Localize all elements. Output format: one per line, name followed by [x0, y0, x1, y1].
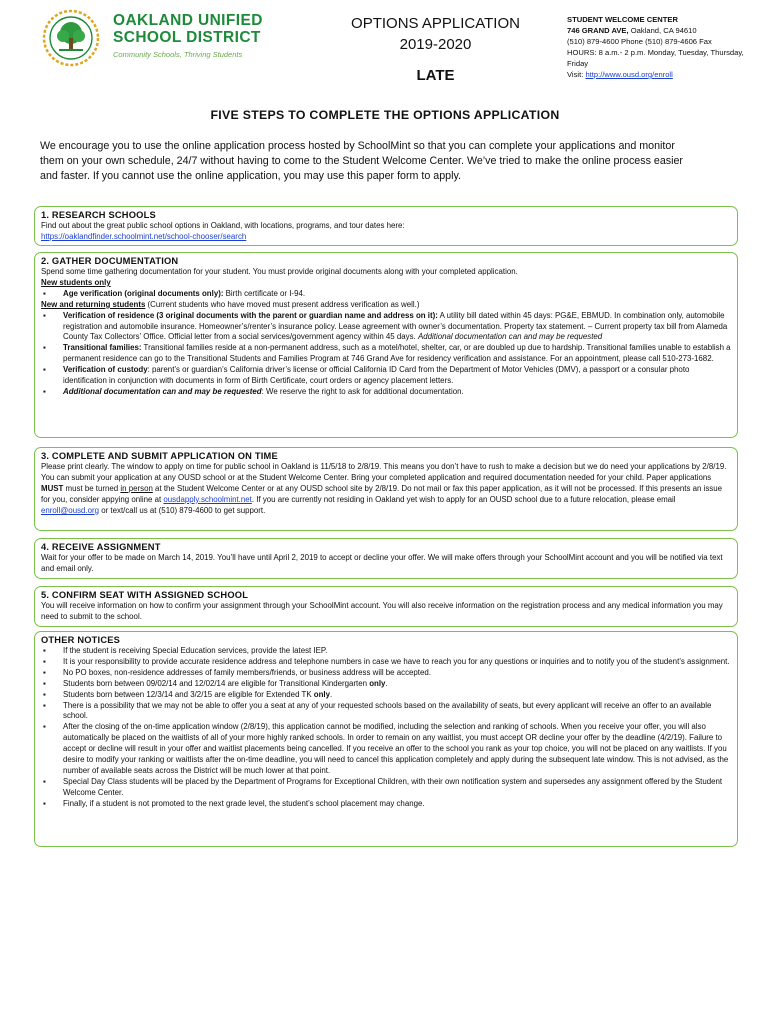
new-students-label: New students only: [41, 277, 111, 287]
application-title: OPTIONS APPLICATION: [351, 15, 520, 32]
school-finder-link[interactable]: https://oaklandfinder.schoolmint.net/school-chooser/search: [41, 231, 247, 241]
contact-hours: HOURS: 8 a.m.- 2 p.m. Monday, Tuesday, Thursday, Friday: [567, 48, 744, 68]
enroll-link[interactable]: http://www.ousd.org/enroll: [585, 70, 673, 79]
contact-visit: Visit: http://www.ousd.org/enroll: [567, 70, 673, 79]
list-item: ▪ Age verification (original documents only): Birth certificate or I-94.: [43, 288, 306, 298]
step-title: 4. RECEIVE ASSIGNMENT: [41, 542, 161, 552]
district-name-line2: SCHOOL DISTRICT: [113, 29, 261, 46]
list-item: ▪ Verification of custody: parent’s or guardian’s California driver’s license or official California ID Card from the Department of Motor Vehicles (DMV), a passport or a consular photo identification in conjunction with documents in form of Birth Certificate, court orders or agency placement letters.: [43, 365, 690, 386]
list-item: ▪ Special Day Class students will be placed by the Department of Programs for Exceptional Children, with their own notification system and supersedes any assignment offered by the Student Welcome Center.: [43, 776, 723, 797]
district-tagline: Community Schools, Thriving Students: [113, 50, 243, 59]
page-heading: FIVE STEPS TO COMPLETE THE OPTIONS APPLICATION: [210, 108, 560, 122]
contact-phone: (510) 879-4600 Phone (510) 879-4606 Fax: [567, 37, 712, 46]
district-name-line1: OAKLAND UNIFIED: [113, 12, 263, 29]
other-notices: [34, 631, 738, 847]
list-item: ▪ Finally, if a student is not promoted to the next grade level, the student’s school placement may change.: [43, 798, 425, 808]
intro-paragraph: We encourage you to use the online application process hosted by SchoolMint so that you can complete your applications and monitor them on your own schedule, 24/7 without having to come to the Student Welcome Center. We’ve tried to make the online process easier and faster. If you cannot use the online application, you may use this paper form to apply.: [40, 140, 683, 182]
contact-block: [567, 14, 752, 80]
list-item: ▪ It is your responsibility to provide accurate residence address and telephone numbers in case we have to reach you for any questions or inquiries and to notify you of the student’s assignment.: [43, 656, 730, 666]
step-research-schools: [34, 206, 738, 246]
returning-students-label: New and returning students (Current students who have moved must present address verification as well.): [41, 299, 420, 309]
district-name-block: [113, 12, 278, 59]
application-title-block: [333, 14, 538, 84]
step-text: Wait for your offer to be made on March 14, 2019. You’ll have until April 2, 2019 to accept or decline your offer. We will make offers through your SchoolMint account and you will be notified via text and email only.: [41, 553, 723, 573]
ousd-apply-link[interactable]: ousdapply.schoolmint.net: [163, 494, 252, 504]
school-year: 2019-2020: [399, 36, 472, 53]
step-confirm-seat: [34, 586, 738, 627]
step-text: Find out about the great public school options in Oakland, with locations, programs, and tour dates here:: [41, 221, 405, 230]
list-item: ▪ Additional documentation can and may be requested: We reserve the right to ask for additional documentation.: [43, 386, 464, 396]
step-title: 1. RESEARCH SCHOOLS: [41, 210, 156, 220]
notices-title: OTHER NOTICES: [41, 635, 121, 645]
step-submit-application: [34, 447, 738, 531]
contact-heading: STUDENT WELCOME CENTER: [567, 15, 678, 24]
district-logo: [42, 9, 100, 67]
step-text: Please print clearly. The window to apply on time for public school in Oakland is 11/5/18 to 2/8/19. This means you don’t have to rush to make a decision but we do need your applications by 2/8/19. You can submit your application at any OUSD school or at the Student Welcome Center. Bring your completed application and required documentation needed for your child. Paper applications MUST must be turned in person at the Student Welcome Center or at any OUSD school site by 2/8/19. Do not mail or fax this paper application, as it will not be processed. If this presents an issue for you, consider appying online at ousdapply.schoolmint.net. If you are currently not residing in Oakland yet wish to apply for an OUSD school due to a future relocation, please email enroll@ousd.org or text/call us at (510) 879-4600 to get support.: [41, 462, 727, 515]
oak-tree-seal-icon: [42, 9, 100, 67]
late-label: LATE: [416, 67, 455, 84]
step-text: You will receive information on how to confirm your assignment through your SchoolMint account. You will also receive information on the registration process and any medical information you may need to submit to the school.: [41, 601, 723, 621]
list-item: ▪ Students born between 09/02/14 and 12/02/14 are eligible for Transitional Kindergarten only.: [43, 678, 388, 688]
step-title: 2. GATHER DOCUMENTATION: [41, 256, 179, 266]
step-title: 5. CONFIRM SEAT WITH ASSIGNED SCHOOL: [41, 590, 249, 600]
step-gather-documentation: [34, 252, 738, 438]
list-item: ▪ No PO boxes, non-residence addresses of family members/friends, or business address will be accepted.: [43, 667, 431, 677]
contact-address: 746 GRAND AVE, Oakland, CA 94610: [567, 26, 697, 35]
list-item: ▪ Students born between 12/3/14 and 3/2/15 are eligible for Extended TK only.: [43, 689, 333, 699]
step-text: Spend some time gathering documentation for your student. You must provide original documents along with your completed application.: [41, 267, 518, 276]
step-title: 3. COMPLETE AND SUBMIT APPLICATION ON TIME: [41, 451, 278, 461]
list-item: ▪ After the closing of the on-time application window (2/8/19), this application cannot be modified, including the selection and ranking of schools. When you receive your offer, you will also automatically be placed on the waitlists of all of your more highly ranked schools. In order to remain on any waitlist, you must accept OR decline your offer by the deadline (4/2/19). Failure to accept or decline will result in your offer and waitlist placements being cancelled. If you receive an offer to the school you rank as your top choice, you will not be placed on any waitlists. If you desire to modify your ranking or waitlists after the on-time deadline, you will need to cancel this application completely and apply during the subsequent late window. This is not advised, as the number of available seats across the District will be much lower at that point.: [43, 722, 729, 775]
list-item: ▪ Transitional families: Transitional families reside at a non-permanent address, such as a motel/hotel, shelter, car, or are doubled up due to hardship. Transitional families unable to establish a permanent residence can go to the Transitional Students and Families Program at 746 Grand Ave for residency verification and assistance. For an appointment, please call 510-273-1682.: [43, 343, 731, 364]
enroll-email-link[interactable]: enroll@ousd.org: [41, 505, 100, 515]
list-item: ▪ If the student is receiving Special Education services, provide the latest IEP.: [43, 646, 328, 655]
step-receive-assignment: [34, 538, 738, 579]
list-item: ▪ Verification of residence (3 original documents with the parent or guardian name and address on it): A utility bill dated within 45 days: PG&E, EBMUD. In combination only, automobile registration and automobile insurance. Homeowner’s/renter’s insurance policy. Lease agreement with owner’s documentation. Property tax statement. – Current property tax bill from Alameda County Tax Collectors’ Office. Official letter from a social services/government agency within 45 days. Additional documentation can and may be requested: [43, 310, 728, 342]
list-item: ▪ There is a possibility that we may not be able to offer you a seat at any of your requested schools based on the availability of seats, but every applicant will receive an offer to an available school.: [43, 700, 712, 721]
